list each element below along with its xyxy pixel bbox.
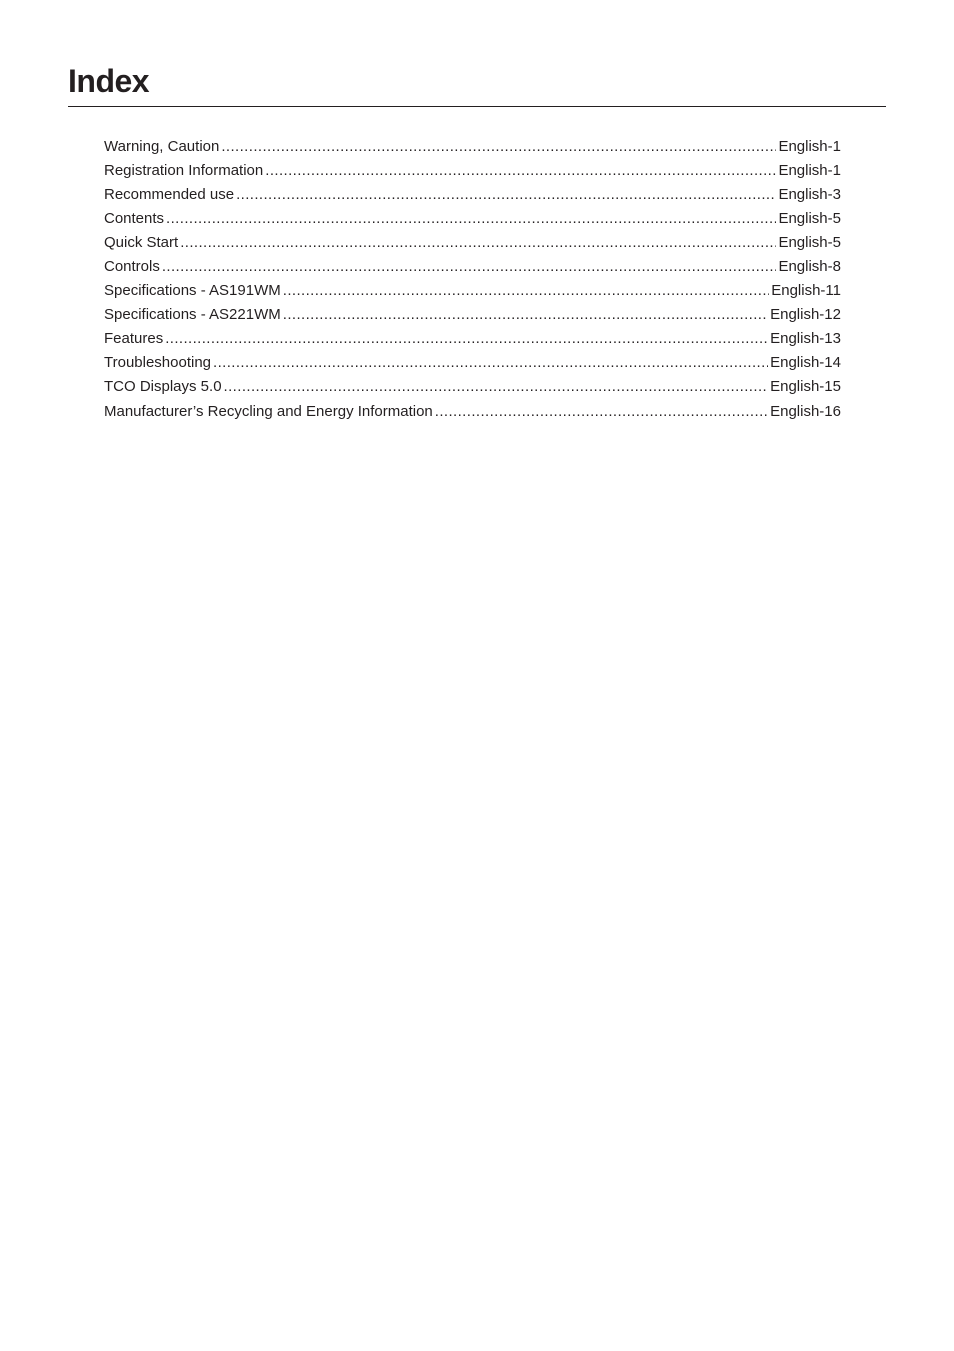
index-entry-page: English-11	[771, 282, 841, 299]
dot-leader	[165, 327, 768, 351]
page-title: Index	[68, 63, 150, 99]
index-entry-page: English-1	[778, 138, 841, 155]
index-entry-label: Troubleshooting	[104, 354, 212, 371]
dot-leader	[221, 135, 776, 159]
index-entry-registration-information[interactable]	[104, 159, 841, 183]
index-entry-label: Controls	[104, 258, 160, 275]
index-entry-warning-caution[interactable]	[104, 135, 841, 159]
index-entry-page: English-16	[770, 403, 841, 420]
index-entry-specifications-as191wm[interactable]	[104, 279, 841, 303]
index-entry-recycling-energy[interactable]	[104, 399, 841, 425]
index-entry-label: Registration Information	[104, 162, 264, 179]
index-entry-page: English-3	[778, 186, 841, 203]
dot-leader	[236, 183, 776, 207]
index-entry-tco-displays[interactable]	[104, 375, 841, 399]
index-entry-controls[interactable]	[104, 255, 841, 279]
dot-leader	[283, 303, 768, 327]
dot-leader	[265, 159, 776, 183]
index-entry-label: Recommended use	[104, 186, 235, 203]
index-entry-features[interactable]	[104, 327, 841, 351]
index-entry-recommended-use[interactable]	[104, 183, 841, 207]
dot-leader	[435, 399, 768, 425]
index-entry-page: English-1	[778, 162, 841, 179]
dot-leader	[224, 375, 769, 399]
index-entry-page: English-5	[778, 210, 841, 227]
dot-leader	[213, 351, 768, 375]
index-entry-label: Quick Start	[104, 234, 179, 251]
title-divider	[68, 106, 886, 107]
index-entry-label: Features	[104, 330, 164, 347]
dot-leader	[166, 207, 776, 231]
index-entry-page: English-5	[778, 234, 841, 251]
dot-leader	[162, 255, 777, 279]
dot-leader	[283, 279, 769, 303]
index-entry-quick-start[interactable]	[104, 231, 841, 255]
index-entry-troubleshooting[interactable]	[104, 351, 841, 375]
index-entry-label: Contents	[104, 210, 165, 227]
index-entry-label: Specifications - AS191WM	[104, 282, 281, 299]
index-entry-label: Manufacturer’s Recycling and Energy Information	[104, 403, 433, 420]
index-entry-specifications-as221wm[interactable]	[104, 303, 841, 327]
index-entry-contents[interactable]	[104, 207, 841, 231]
index-list	[104, 135, 841, 425]
index-entry-page: English-12	[770, 306, 841, 323]
dot-leader	[180, 231, 776, 255]
index-entry-page: English-14	[770, 354, 841, 371]
index-entry-label: Warning, Caution	[104, 138, 220, 155]
index-entry-page: English-15	[770, 378, 841, 395]
index-entry-page: English-13	[770, 330, 841, 347]
index-entry-label: Specifications - AS221WM	[104, 306, 281, 323]
index-entry-page: English-8	[778, 258, 841, 275]
index-entry-label: TCO Displays 5.0	[104, 378, 222, 395]
